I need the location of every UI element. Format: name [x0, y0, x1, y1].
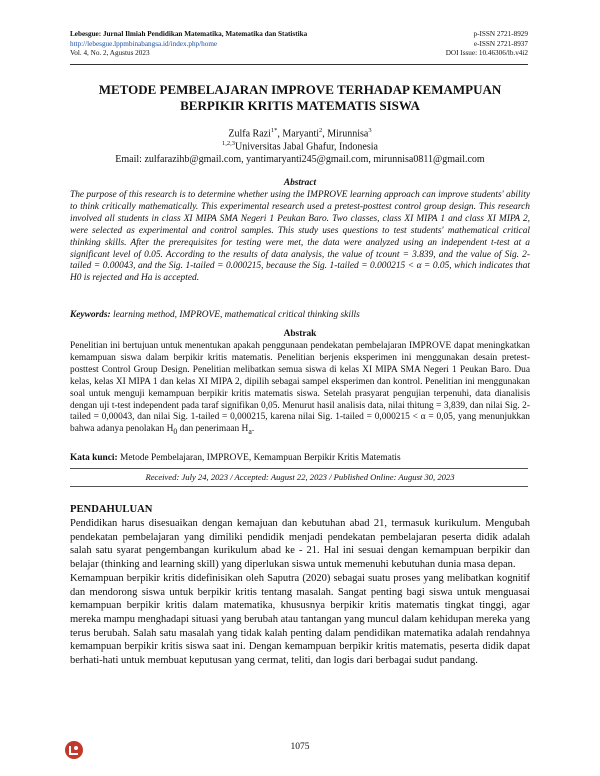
title-line-1: METODE PEMBELAJARAN IMPROVE TERHADAP KEMAMPUAN [98, 82, 502, 97]
section-body [70, 517, 530, 668]
author-2: Maryanti [282, 128, 320, 140]
author-1-sup: 1* [270, 127, 278, 134]
keywords-id-label: Kata kunci: [70, 453, 118, 463]
paragraph-1: Pendidikan harus disesuaikan dengan kemajuan dan kebutuhan abad 21, termasuk kurikulum. Mengubah pendekatan pembelajaran yang dimiliki pendidik menjadi pendekatan pembelajaran peserta didik adalah salah satu syarat pengembangan kurikulum abad ke - 21. Hal ini sesuai dengan kemampuan berpikir dan belajar (thinking and learning skill) yang diperlukan siswa untuk memenuhi kebutuhan dunia masa depan. [70, 518, 530, 571]
affiliation-text: Universitas Jabal Ghafur, Indonesia [235, 141, 378, 153]
divider-top [70, 468, 528, 469]
author-3-sup: 3 [368, 127, 372, 134]
journal-volume: Vol. 4, No. 2, Agustus 2023 [70, 49, 150, 58]
keywords-id [70, 453, 530, 465]
author-3: Mirunnisa [327, 128, 369, 140]
abstrak-id-body: Penelitian ini bertujuan untuk menentukan apakah penggunaan pendekatan pembelajaran IMPROVE dapat meningkatkan kemampuan siswa dalam berpikir kritis matematis. Penelitian berjenis eksperimen ini menggunakan desain pretest-posttest Control Group Design. Penelitian melibatkan semua siswa di kelas XI MIPA SMA Negeri 1 Peukan Baro. Dua kelas, kelas XI MIPA 1 dan kelas XI MIPA 2, dipilih sebagai sampel eksperimen dan kontrol. Penelitian ini menggunakan soal untuk menguji kemampuan berpikir kritis matematis siswa. Setelah prasyarat pengujian terpenuhi, data dianalisis dengan uji t-test independent pada taraf signifikan 0,05. Menurut hasil analisis data, nilai thitung = 3,839, dan nilai Sig. 2-tailed = 0,00043, dan nilai Sig. 1-tailed = 0,000215, karena nilai Sig. 1-tailed = 0,000215 < α = 0,05, yang menunjukkan bahwa adanya penolakan H [70, 341, 530, 435]
paper-title [70, 82, 530, 114]
journal-url-link[interactable]: http://lebesgue.lppmbinabangsa.id/index.php/home [70, 39, 218, 48]
affiliation-sup: 1,2,3 [222, 140, 236, 147]
author-sep: , [322, 128, 328, 140]
received-dates: Received: July 24, 2023 / Accepted: August 22, 2023 / Published Online: August 30, 2023 [145, 472, 455, 482]
h0-sub: 0 [173, 427, 178, 437]
keywords-id-value: Metode Pembelajaran, IMPROVE, Kemampuan Berpikir Kritis Matematis [117, 453, 401, 463]
journal-header-left [70, 30, 400, 59]
eissn: e-ISSN 2721-8937 [473, 39, 528, 48]
author-1: Zulfa Razi [228, 128, 271, 140]
abstrak-heading: Abstrak [283, 329, 317, 339]
pissn: p-ISSN 2721-8929 [473, 30, 528, 38]
keywords-en-label: Keywords: [70, 310, 111, 320]
abstract-heading: Abstract [283, 178, 317, 188]
abstrak-id-text [70, 341, 530, 438]
journal-header-right [388, 30, 528, 59]
journal-title: Lebesgue: Jurnal Ilmiah Pendidikan Matematika, Matematika dan Statistika [70, 30, 308, 38]
keywords-en [70, 310, 530, 322]
page-number: 1075 [290, 742, 310, 752]
paragraph-2: Kemampuan berpikir kritis didefinisikan oleh Saputra (2020) sebagai suatu proses yang melibatkan kognitif dan mendorong siswa untuk berpikir kritis tentang masalah. Sangat penting bagi siswa untuk menguasai kemampuan berpikir kritis dalam matematika, khususnya berpikir kritis matematis tingkat tinggi, agar mereka mampu menghadapi situasi yang berubah atau tantangan yang muncul dalam kehidupan mereka yang terus berubah. Salah satu masalah yang tidak kalah penting dalam pendidikan matematika adalah rendahnya kemampuan berpikir kritis siswa saat ini. Dengan kemampuan berpikir kritis matematis, peserta didik dapat berhati-hati untuk membuat keputusan yang cermat, teliti, dan logis dari berbagai sudut pandang. [70, 572, 530, 667]
abstrak-id-end: . [251, 424, 255, 435]
keywords-en-value: learning method, IMPROVE, mathematical critical thinking skills [110, 310, 360, 320]
lebesgue-logo-icon [64, 740, 84, 760]
ha-sub: a [248, 427, 252, 437]
section-heading: PENDAHULUAN [70, 504, 153, 515]
title-line-2: BERPIKIR KRITIS MATEMATIS SISWA [180, 98, 420, 113]
abstrak-id-mid: dan penerimaan H [177, 424, 249, 435]
header-divider [70, 64, 528, 65]
author-2-sup: 2 [319, 127, 323, 134]
doi: DOI Issue: 10.46306/lb.v4i2 [445, 49, 528, 58]
author-emails: Email: zulfarazihb@gmail.com, yantimaryanti245@gmail.com, mirunnisa0811@gmail.com [115, 154, 485, 165]
abstract-en-text: The purpose of this research is to determine whether using the IMPROVE learning approach can improve students' ability to think critically mathematically. This experimental research used a pretest-posttest control group design. This research involved all students in class XI MIPA SMA Negeri 1 Peukan Baro. Two classes, class XI MIPA 1 and class XI MIPA 2, were selected as experimental and control samples. This study uses questions to test students' mathematical critical thinking skills. After the prerequisites for testing were met, the data were analyzed using an independent t-test at a significant level of 0.05. According to the results of data analysis, the value of tcount = 3.839, and the value of Sig. 2-tailed = 0.00043, and the Sig. 1-tailed = 0.000215, because the Sig. 1-tailed = 0.000215 < α = 0.05, which indicates that H0 is rejected and Ha is accepted. [70, 190, 530, 284]
affiliation [70, 137, 530, 153]
divider-bottom [70, 486, 528, 487]
author-sep: , [277, 128, 283, 140]
